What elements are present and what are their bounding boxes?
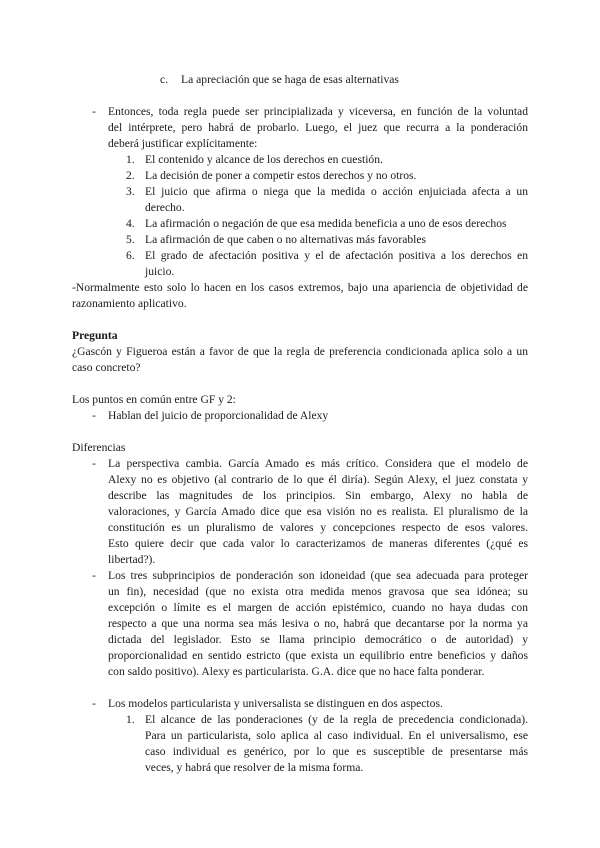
list-number: 1. <box>126 153 135 166</box>
list-number: 2. <box>126 169 135 182</box>
paragraph-line: excepción o límite es el margen de acción epistémico, cuando no haya dudas con <box>108 601 528 614</box>
list-item-text: veces, y habrá que resolver de la misma forma. <box>145 761 364 774</box>
paragraph-line: deberá justificar explícitamente: <box>108 137 258 150</box>
bullet-dash: - <box>92 697 96 710</box>
list-item-text: El grado de afectación positiva y el de afectación positiva a los derechos en <box>145 249 528 262</box>
list-item-text: El contenido y alcance de los derechos en cuestión. <box>145 153 383 166</box>
paragraph-line: valoraciones, y García Amado dice que esa visión no es realista. El pluralismo de la <box>108 505 528 518</box>
paragraph-line: Los modelos particularista y universalista se distinguen en dos aspectos. <box>108 697 443 710</box>
note-line: razonamiento aplicativo. <box>72 297 187 310</box>
paragraph-line: proporcionalidad en sentido estricto (que exista un equilibrio entre beneficios y daños <box>108 649 528 662</box>
list-item-text: caso individual es genérico, por lo que es susceptible de presentarse más <box>145 745 528 758</box>
list-item-text: El juicio que afirma o niega que la medida o acción enjuiciada afecta a un <box>145 185 528 198</box>
note-line: -Normalmente esto solo lo hacen en los casos extremos, bajo una apariencia de objetividad de <box>72 281 528 294</box>
list-number: 6. <box>126 249 135 262</box>
bullet-dash: - <box>92 569 96 582</box>
paragraph-line: un fin), necesidad (que no exista otra medida menos gravosa que sea idónea; su <box>108 585 528 598</box>
paragraph-line: respecto a que una norma sea más lesiva o no, habrá que decantarse por la norma ya <box>108 617 528 630</box>
paragraph-line: dictada del legislador. Esto se llama principio democrático o de autoridad) y <box>108 633 528 646</box>
list-item-text: juicio. <box>145 265 175 278</box>
paragraph-line: del intérprete, pero habrá de probarlo. Luego, el juez que recurra a la ponderación <box>108 121 528 134</box>
list-number: 5. <box>126 233 135 246</box>
paragraph-line: Esto quiere decir que cada valor lo caracterizamos de maneras diferentes (¿qué es <box>108 537 528 550</box>
section-heading: Diferencias <box>72 441 126 454</box>
paragraph-line: Entonces, toda regla puede ser principializada y viceversa, en función de la voluntad <box>108 105 528 118</box>
list-number: 1. <box>126 713 135 726</box>
section-heading: Pregunta <box>72 329 118 342</box>
list-item-text: derecho. <box>145 201 185 214</box>
list-number: 3. <box>126 185 135 198</box>
list-item-text: El alcance de las ponderaciones (y de la regla de precedencia condicionada). <box>145 713 528 726</box>
paragraph-line: libertad?). <box>108 553 156 566</box>
list-item-text: Para un particularista, solo aplica al caso individual. En el universalismo, ese <box>145 729 528 742</box>
list-item-text: Hablan del juicio de proporcionalidad de Alexy <box>108 409 329 422</box>
paragraph-line: La perspectiva cambia. García Amado es más crítico. Considera que el modelo de <box>108 457 528 470</box>
list-number: 4. <box>126 217 135 230</box>
bullet-dash: - <box>92 105 96 118</box>
paragraph-line: Alexy no es objetivo (al contrario de lo que él diría). Según Alexy, el juez constata y <box>108 473 528 486</box>
paragraph-line: Los tres subprincipios de ponderación son idoneidad (que sea adecuada para proteger <box>108 569 528 582</box>
list-item-text: La afirmación de que caben o no alternativas más favorables <box>145 233 427 246</box>
paragraph-line: constitución es un pluralismo de valores y concepciones respecto de esos valores. <box>108 521 528 534</box>
list-item-text: La afirmación o negación de que esa medida beneficia a uno de esos derechos <box>145 217 507 230</box>
list-marker: c. <box>160 73 169 86</box>
bullet-dash: - <box>92 457 96 470</box>
paragraph-line: con saldo positivo). Alexy es particularista. G.A. dice que no hace falta ponderar. <box>108 665 485 678</box>
list-item-text: La decisión de poner a competir estos derechos y no otros. <box>145 169 417 182</box>
paragraph-line: ¿Gascón y Figueroa están a favor de que la regla de preferencia condicionada aplica solo a un <box>72 345 528 358</box>
paragraph-line: caso concreto? <box>72 361 141 374</box>
paragraph-line: describe las magnitudes de los principios. Sin embargo, Alexy no habla de <box>108 489 528 502</box>
section-heading: Los puntos en común entre GF y 2: <box>72 393 236 406</box>
bullet-dash: - <box>92 409 96 422</box>
list-item-text: La apreciación que se haga de esas alternativas <box>181 73 399 86</box>
